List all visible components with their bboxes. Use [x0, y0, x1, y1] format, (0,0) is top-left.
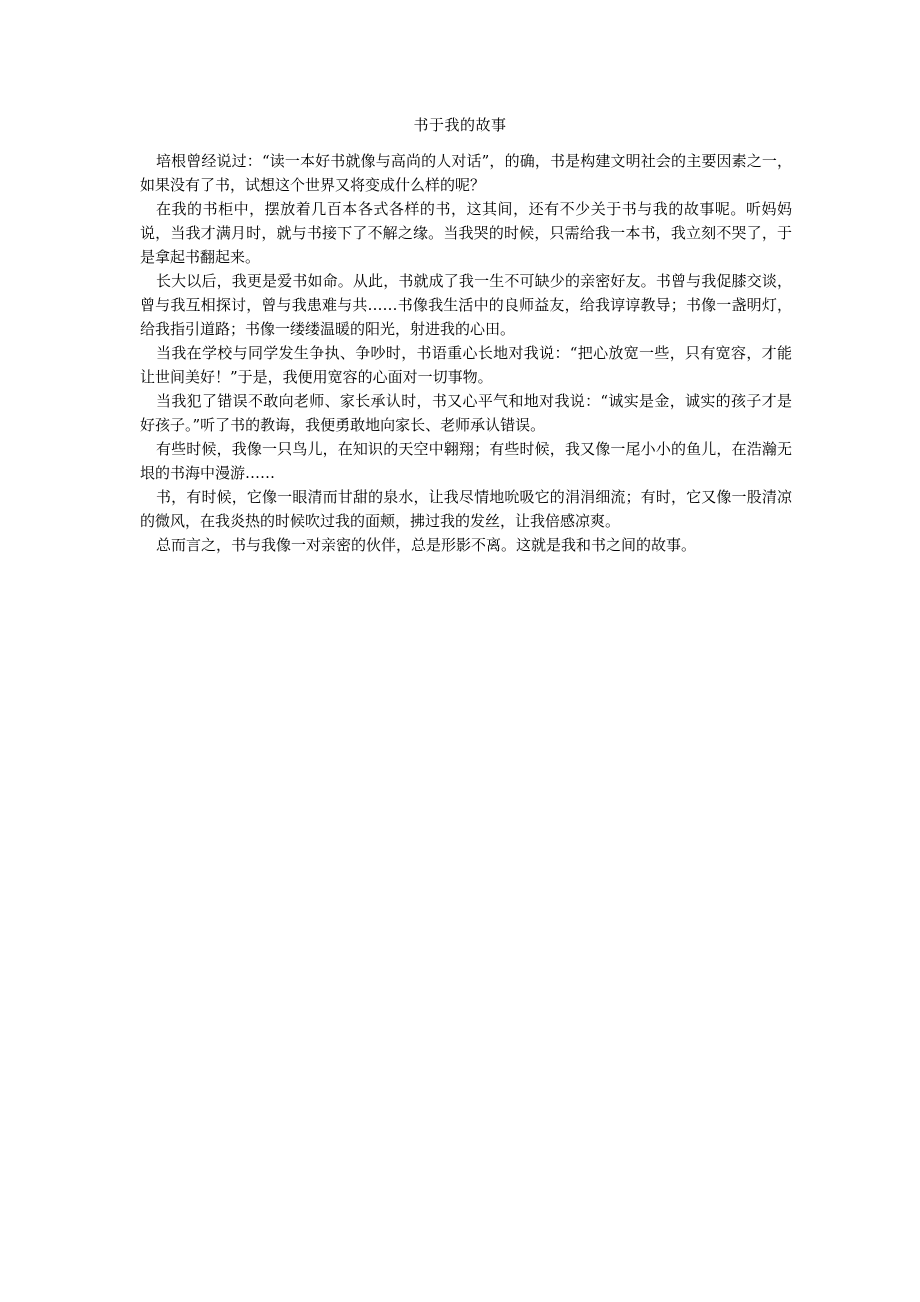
paragraph-3: 长大以后，我更是爱书如命。从此，书就成了我一生不可缺少的亲密好友。书曾与我促膝交谈，曾与我互相探讨，曾与我患难与共……书像我生活中的良师益友，给我谆谆教导；书像一盏明灯，给我指引道路；书像一缕缕温暖的阳光，射进我的心田。	[140, 272, 792, 338]
paragraph-1: 培根曾经说过：“读一本好书就像与高尚的人对话”，的确，书是构建文明社会的主要因素之一，如果没有了书，试想这个世界又将变成什么样的呢？	[140, 152, 792, 194]
document-body	[140, 149, 792, 557]
paragraph-7: 书，有时候，它像一眼清而甘甜的泉水，让我尽情地吮吸它的涓涓细流；有时，它又像一股清凉的微风，在我炎热的时候吹过我的面颊，拂过我的发丝，让我倍感凉爽。	[140, 488, 792, 530]
paragraph-8: 总而言之，书与我像一对亲密的伙伴，总是形影不离。这就是我和书之间的故事。	[156, 536, 697, 554]
paragraph-2: 在我的书柜中，摆放着几百本各式各样的书，这其间，还有不少关于书与我的故事呢。听妈妈说，当我才满月时，就与书接下了不解之缘。当我哭的时候，只需给我一本书，我立刻不哭了，于是拿起书翻起来。	[140, 200, 792, 266]
document-title: 书于我的故事	[413, 116, 507, 134]
paragraph-5: 当我犯了错误不敢向老师、家长承认时，书又心平气和地对我说：“诚实是金，诚实的孩子才是好孩子。”听了书的教诲，我便勇敢地向家长、老师承认错误。	[140, 392, 792, 434]
paragraph-6: 有些时候，我像一只鸟儿，在知识的天空中翱翔；有些时候，我又像一尾小小的鱼儿，在浩瀚无垠的书海中漫游……	[140, 440, 792, 482]
paragraph-4: 当我在学校与同学发生争执、争吵时，书语重心长地对我说：“把心放宽一些，只有宽容，才能让世间美好！”于是，我便用宽容的心面对一切事物。	[140, 344, 792, 386]
